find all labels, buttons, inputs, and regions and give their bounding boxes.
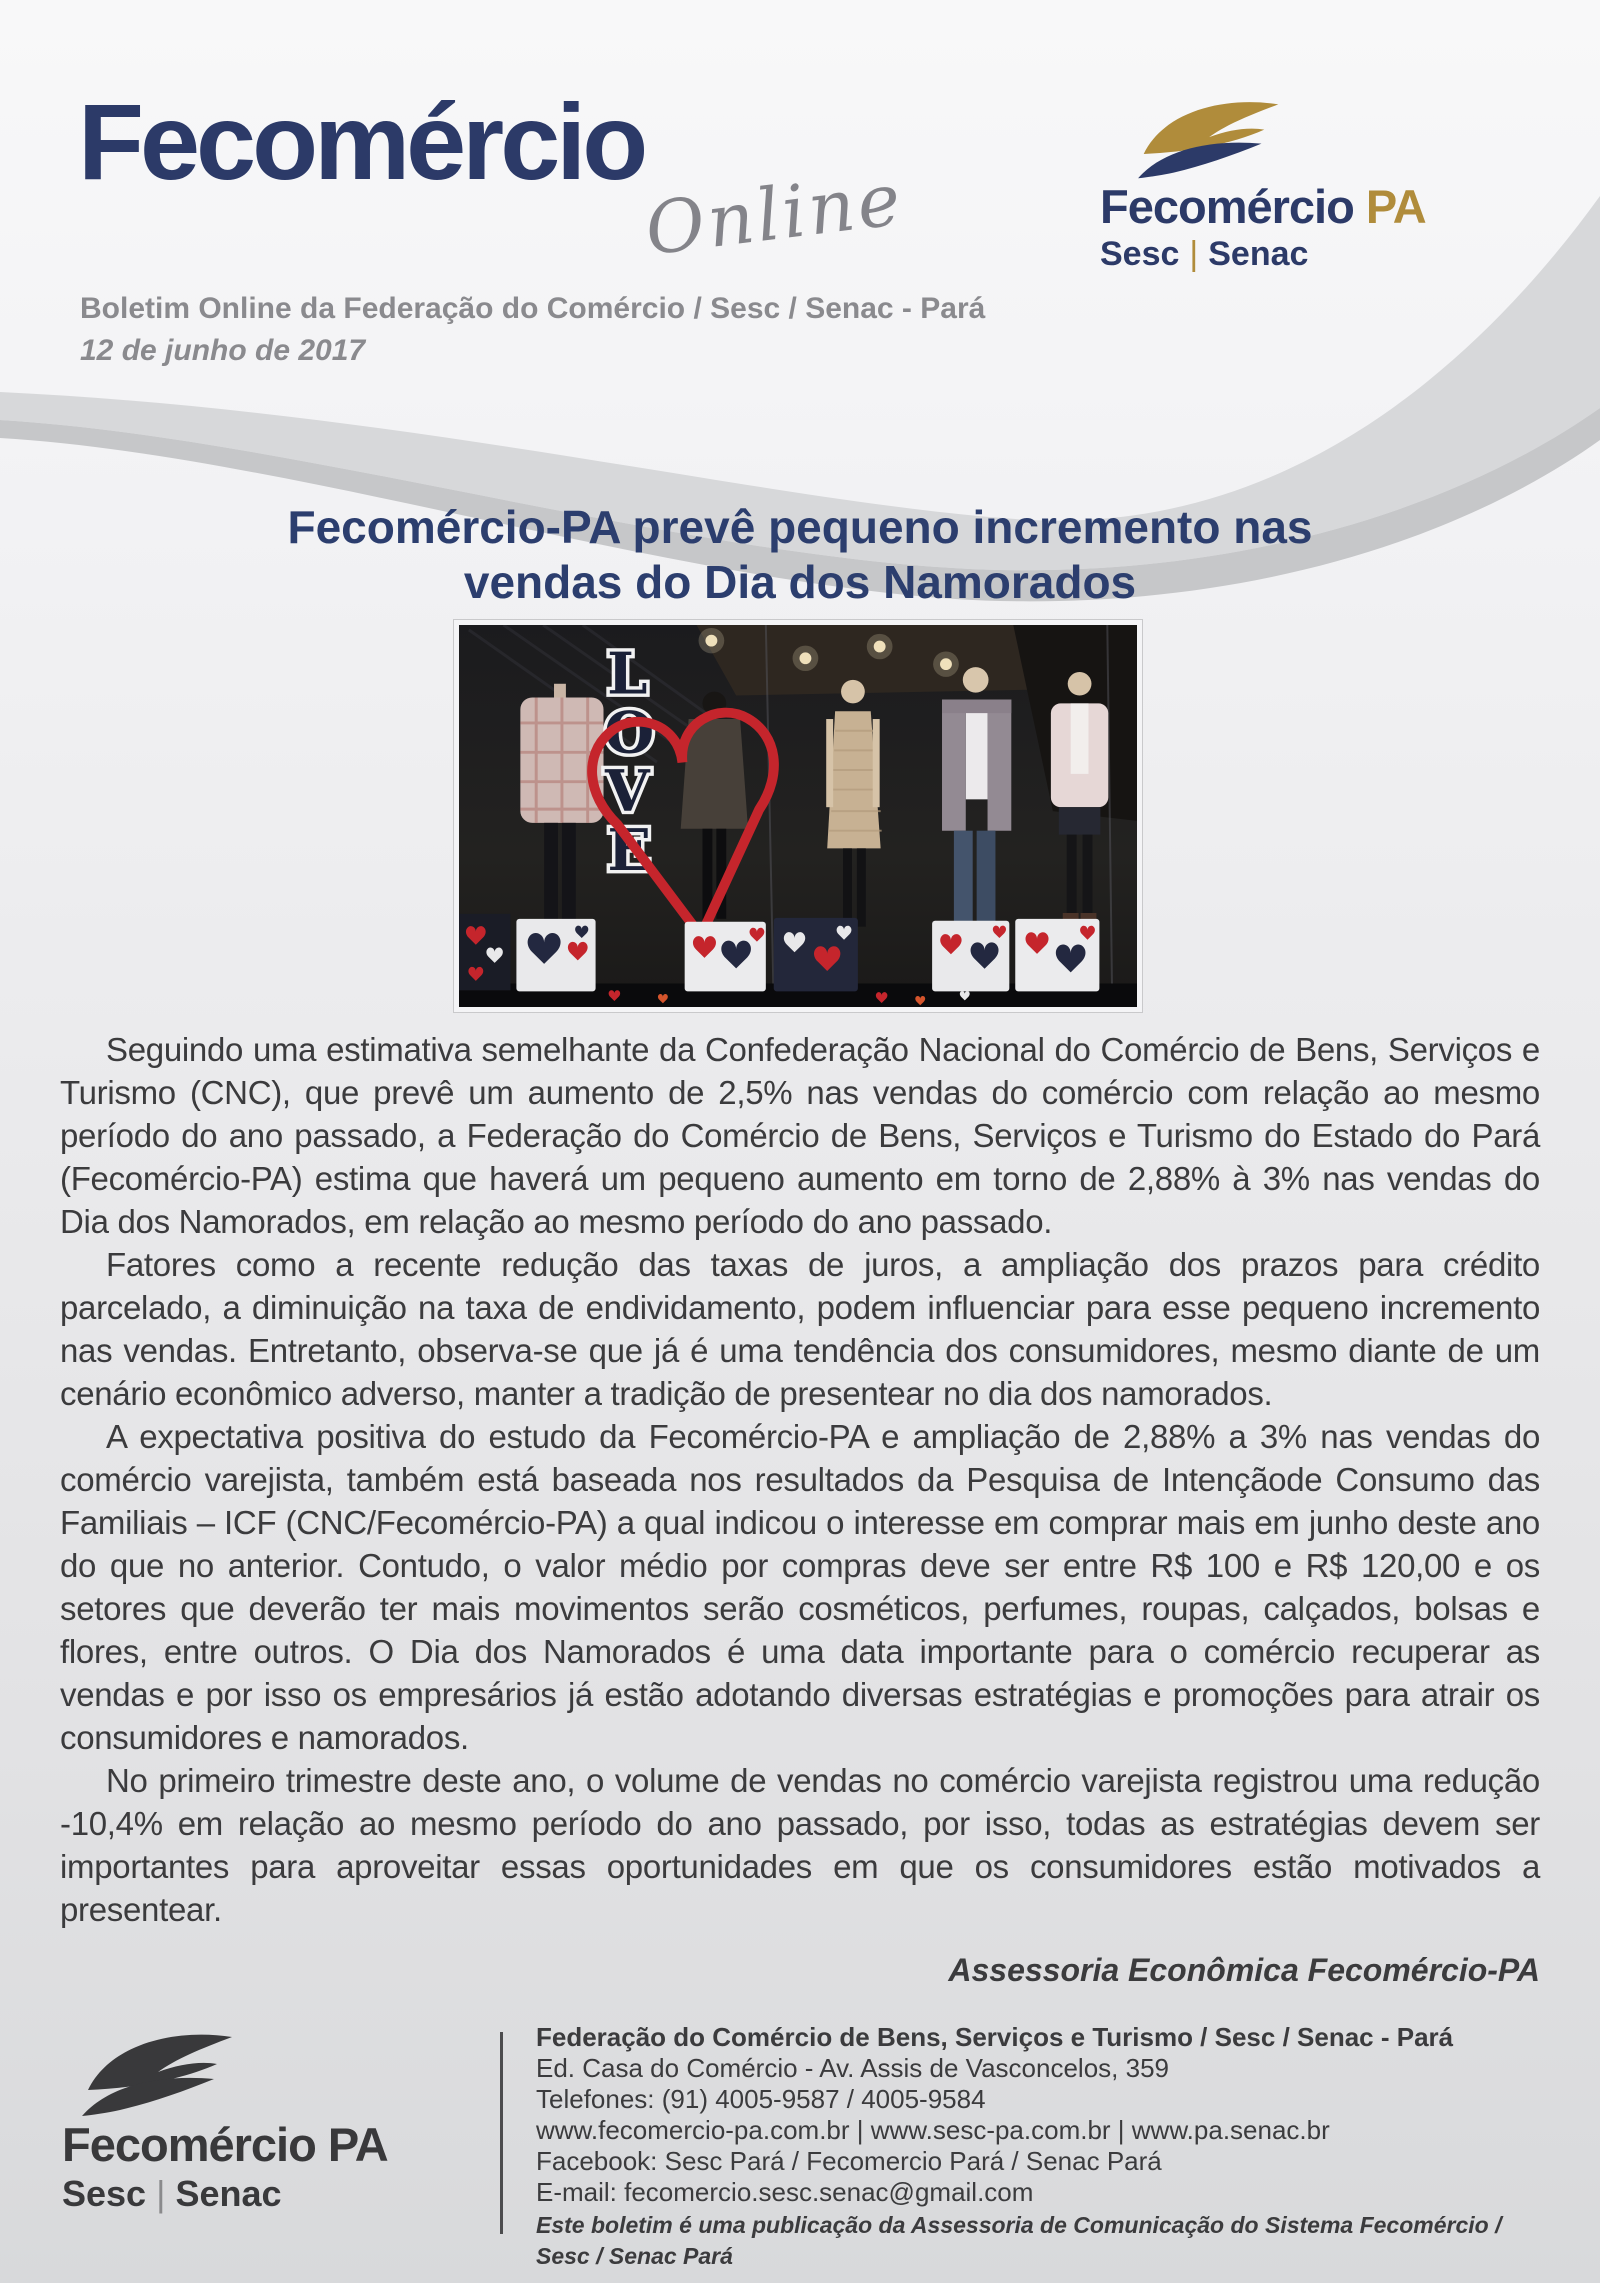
- paragraph-4: No primeiro trimestre deste ano, o volume de vendas no comércio varejista registrou uma redução -10,4% em relação ao mesmo período do ano passado, por isso, todas as estratégias devem ser importantes para aproveitar essas oportunidades em que os consumidores estão motivados a presentear.: [60, 1762, 1540, 1928]
- svg-text:L: L: [607, 640, 648, 708]
- masthead-brand: Fecomércio: [78, 81, 645, 202]
- paragraph-3: A expectativa positiva do estudo da Fecomércio-PA e ampliação de 2,88% a 3% nas vendas do comércio varejista, também está baseada nos resultados da Pesquisa de Intençãode Consumo das Familiais – ICF (CNC/Fecomércio-PA) a qual indicou o interesse em comprar mais em junho deste ano do que no anterior. Contudo, o valor médio por compras deve ser entre R$ 100 e R$ 120,00 e os setores que deverão ter mais movimentos serão cosméticos, perfumes, roupas, calçados, bolsas e flores, entre outros. O Dia dos Namorados é uma data importante para o comércio recuperar as vendas e por isso os empresários já estão adotando diversas estratégias e promoções para atrair os consumidores e namorados.: [60, 1418, 1540, 1756]
- masthead-date: 12 de junho de 2017: [80, 334, 366, 367]
- paragraph-2: Fatores como a recente redução das taxas de juros, a ampliação dos prazos para crédito parcelado, a diminuição na taxa de endividamento, podem influenciar para esse pequeno incremento nas vendas. Entretanto, observa-se que já é uma tendência dos consumidores, mesmo diante de um cenário econômico adverso, manter a tradição de presentear no dia dos namorados.: [60, 1246, 1540, 1412]
- svg-text:E: E: [607, 817, 652, 884]
- svg-text:O: O: [604, 699, 655, 767]
- article-title-line1: Fecomércio-PA prevê pequeno incremento nas: [287, 501, 1313, 553]
- logo-subtitle: Sesc | Senac: [1100, 235, 1309, 274]
- fecomercio-pa-logo: [1100, 96, 1540, 274]
- masthead-tagline: Boletim Online da Federação do Comércio / Sesc / Senac - Pará: [80, 292, 986, 325]
- footer-disclaimer: Este boletim é uma publicação da Assessoria de Comunicação do Sistema Fecomércio / Sesc / Senac Pará: [536, 2212, 1502, 2269]
- footer-facebook: Facebook: Sesc Pará / Fecomercio Pará / Senac Pará: [536, 2146, 1162, 2176]
- footer-phones: Telefones: (91) 4005-9587 / 4005-9584: [536, 2084, 986, 2114]
- footer-email: E-mail: fecomercio.sesc.senac@gmail.com: [536, 2177, 1034, 2207]
- article-signature: Assessoria Econômica Fecomércio-PA: [948, 1952, 1540, 1988]
- article-body: [60, 1028, 1540, 1931]
- masthead-brand-script: Online: [640, 156, 908, 272]
- article-photo: [454, 620, 1142, 1012]
- footer-logo-subtitle: Sesc | Senac: [62, 2173, 282, 2215]
- logo-name: Fecomércio PA: [1100, 180, 1426, 233]
- svg-text:V: V: [604, 758, 650, 826]
- footer-address: Ed. Casa do Comércio - Av. Assis de Vasconcelos, 359: [536, 2053, 1169, 2083]
- footer-logo-name: Fecomércio PA: [62, 2118, 388, 2171]
- footer-org: Federação do Comércio de Bens, Serviços e Turismo / Sesc / Senac - Pará: [536, 2022, 1454, 2052]
- paragraph-1: Seguindo uma estimativa semelhante da Confederação Nacional do Comércio de Bens, Serviços e Turismo (CNC), que prevê um aumento de 2,5% nas vendas do comércio com relação ao mesmo período do ano passado, a Federação do Comércio de Bens, Serviços e Turismo do Estado do Pará (Fecomércio-PA) estima que haverá um pequeno aumento em torno de 2,88% à 3% nas vendas do Dia dos Namorados, em relação ao mesmo período do ano passado.: [60, 1031, 1540, 1240]
- footer-info: [536, 2022, 1546, 2272]
- footer-swoosh-icon: [80, 2028, 240, 2120]
- article-title: [0, 500, 1600, 610]
- footer-divider: [500, 2032, 503, 2234]
- footer-logo: [62, 2028, 472, 2215]
- footer-websites: www.fecomercio-pa.com.br | www.sesc-pa.com.br | www.pa.senac.br: [536, 2115, 1330, 2145]
- store-window-illustration: [459, 625, 1137, 1007]
- article-title-line2: vendas do Dia dos Namorados: [463, 556, 1137, 609]
- fecomercio-swoosh-icon: [1136, 96, 1286, 182]
